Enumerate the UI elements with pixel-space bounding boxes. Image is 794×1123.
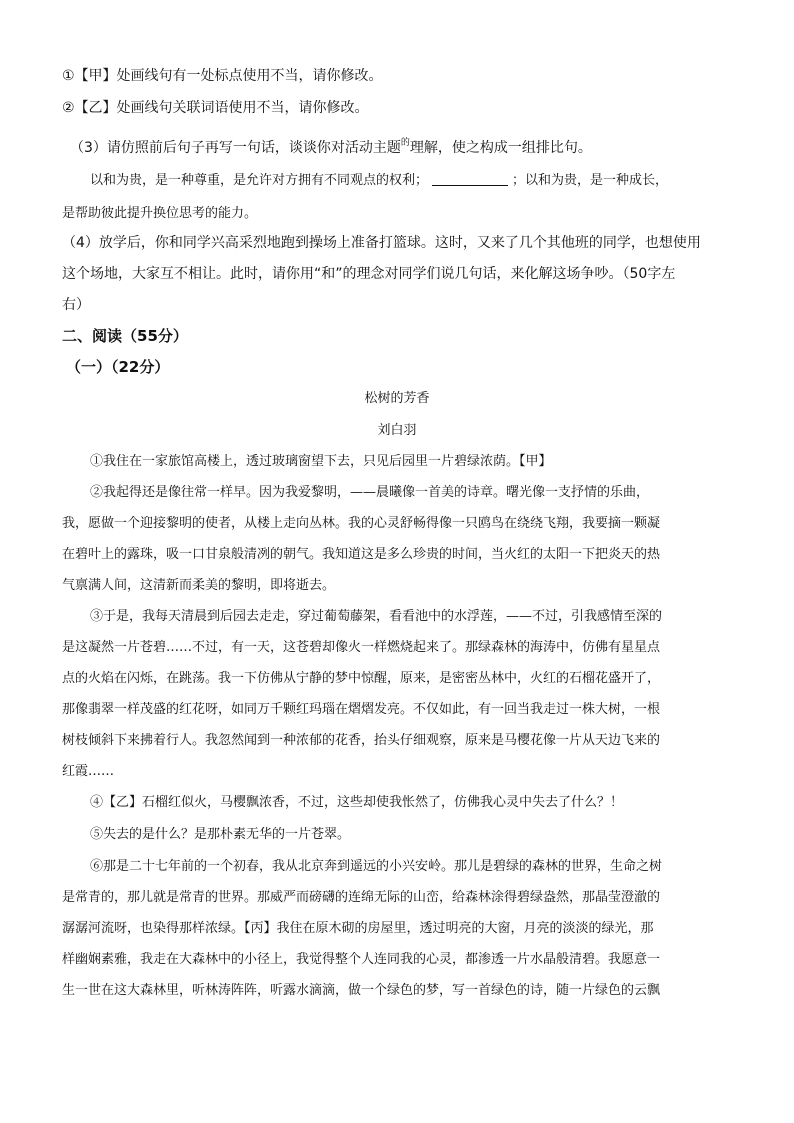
article-line: ③于是，我每天清晨到后园去走走，穿过葡萄藤架，看看池中的水浮莲，——不过，引我感情至深的 bbox=[90, 609, 663, 624]
article-line: 气禀满人间，这清新而柔美的黎明，即将逝去。 bbox=[62, 578, 336, 593]
question-item-2: ②【乙】处画线句关联词语使用不当，请你修改。 bbox=[62, 100, 369, 116]
question-3-prompt-a: （3）请仿照前后句子再写一句话，谈谈你对活动主题 bbox=[70, 140, 401, 156]
article-line: 那像翡翠一样茂盛的红花呀，如同万千颗红玛瑙在熠熠发亮。不仅如此，有一回当我走过一株大树，一根 bbox=[62, 702, 661, 717]
question-4-line-1: （4）放学后，你和同学兴高采烈地跑到操场上准备打篮球。这时，又来了几个其他班的同学，也想使用 bbox=[62, 235, 701, 251]
article-line: 样幽娴素雅，我走在大森林中的小径上，我觉得整个人连同我的心灵，都渗透一片水晶般清碧。我愿意一 bbox=[62, 952, 661, 967]
question-3-prompt-b: 理解，使之构成一组排比句。 bbox=[409, 140, 592, 156]
question-item-1: ①【甲】处画线句有一处标点使用不当，请你修改。 bbox=[62, 68, 383, 84]
article-line: ④【乙】石榴红似火，马樱飘浓香，不过，这些却使我怅然了，仿佛我心灵中失去了什么？！ bbox=[90, 795, 624, 810]
article-line: 生一世在这大森林里，听林涛阵阵，听露水滴滴，做一个绿色的梦，写一首绿色的诗，随一片绿色的云飘 bbox=[62, 983, 661, 998]
answer-blank[interactable] bbox=[432, 171, 508, 186]
article-line: 点的火焰在闪烁，在跳荡。我一下仿佛从宁静的梦中惊醒，原来，是密密丛林中，火红的石榴花盛开了， bbox=[62, 671, 661, 686]
article-line: 树枝倾斜下来拂着行人。我忽然闻到一种浓郁的花香，抬头仔细观察，原来是马樱花像一片从天边飞来的 bbox=[62, 733, 661, 748]
subsection-title: （一）（22分） bbox=[66, 358, 170, 376]
article-line: 红霞…… bbox=[62, 764, 115, 779]
question-3-prompt-sup: 的 bbox=[400, 138, 410, 148]
article-line: 潺潺河流呀，也染得那样浓绿。【丙】我住在原木砌的房屋里，透过明亮的大窗，月亮的淡淡的绿光，那 bbox=[62, 921, 654, 936]
section-title: 二、阅读（55分） bbox=[62, 327, 188, 345]
question-4-line-2: 这个场地，大家互不相让。此时，请你用“和”的理念对同学们说几句话，来化解这场争吵。（50字左 bbox=[62, 266, 676, 282]
article-line: 在碧叶上的露珠，吸一口甘泉般清冽的朝气。我知道这是多么珍贵的时间，当火红的太阳一下把炎天的热 bbox=[62, 547, 661, 562]
question-3-example-line-1 bbox=[90, 171, 668, 191]
question-3-example-b: ；以和为贵，是一种成长， bbox=[512, 173, 669, 188]
article-line: 是常青的，那儿就是常青的世界。那威严而磅礴的连绵无际的山峦，给森林涂得碧绿盎然，那晶莹澄澈的 bbox=[62, 890, 661, 905]
article-line: 我，愿做一个迎接黎明的使者，从楼上走向丛林。我的心灵舒畅得像一只鸥鸟在绕绕飞翔，我要摘一颗凝 bbox=[62, 516, 661, 531]
question-3-example-a: 以和为贵，是一种尊重，是允许对方拥有不同观点的权利； bbox=[90, 173, 429, 188]
article-line: ①我住在一家旅馆高楼上，透过玻璃窗望下去，只见后园里一片碧绿浓荫。【甲】 bbox=[90, 454, 552, 469]
question-4-line-3: 右） bbox=[62, 297, 90, 313]
question-3-prompt bbox=[70, 138, 592, 160]
article-author: 刘白羽 bbox=[377, 423, 417, 438]
article-title: 松树的芳香 bbox=[364, 391, 430, 406]
article-line: ⑥那是二十七年前的一个初春，我从北京奔到遥远的小兴安岭。那儿是碧绿的森林的世界，生命之树 bbox=[90, 859, 663, 874]
article-line: ②我起得还是像往常一样早。因为我爱黎明，——晨曦像一首美的诗章。曙光像一支抒情的乐曲， bbox=[90, 485, 650, 500]
article-line: 是这凝然一片苍碧……不过，有一天，这苍碧却像火一样燃烧起来了。那绿森林的海涛中，仿佛有星星点 bbox=[62, 640, 661, 655]
question-3-example-line-2: 是帮助彼此提升换位思考的能力。 bbox=[62, 206, 258, 221]
article-line: ⑤失去的是什么？是那朴素无华的一片苍翠。 bbox=[90, 827, 351, 842]
